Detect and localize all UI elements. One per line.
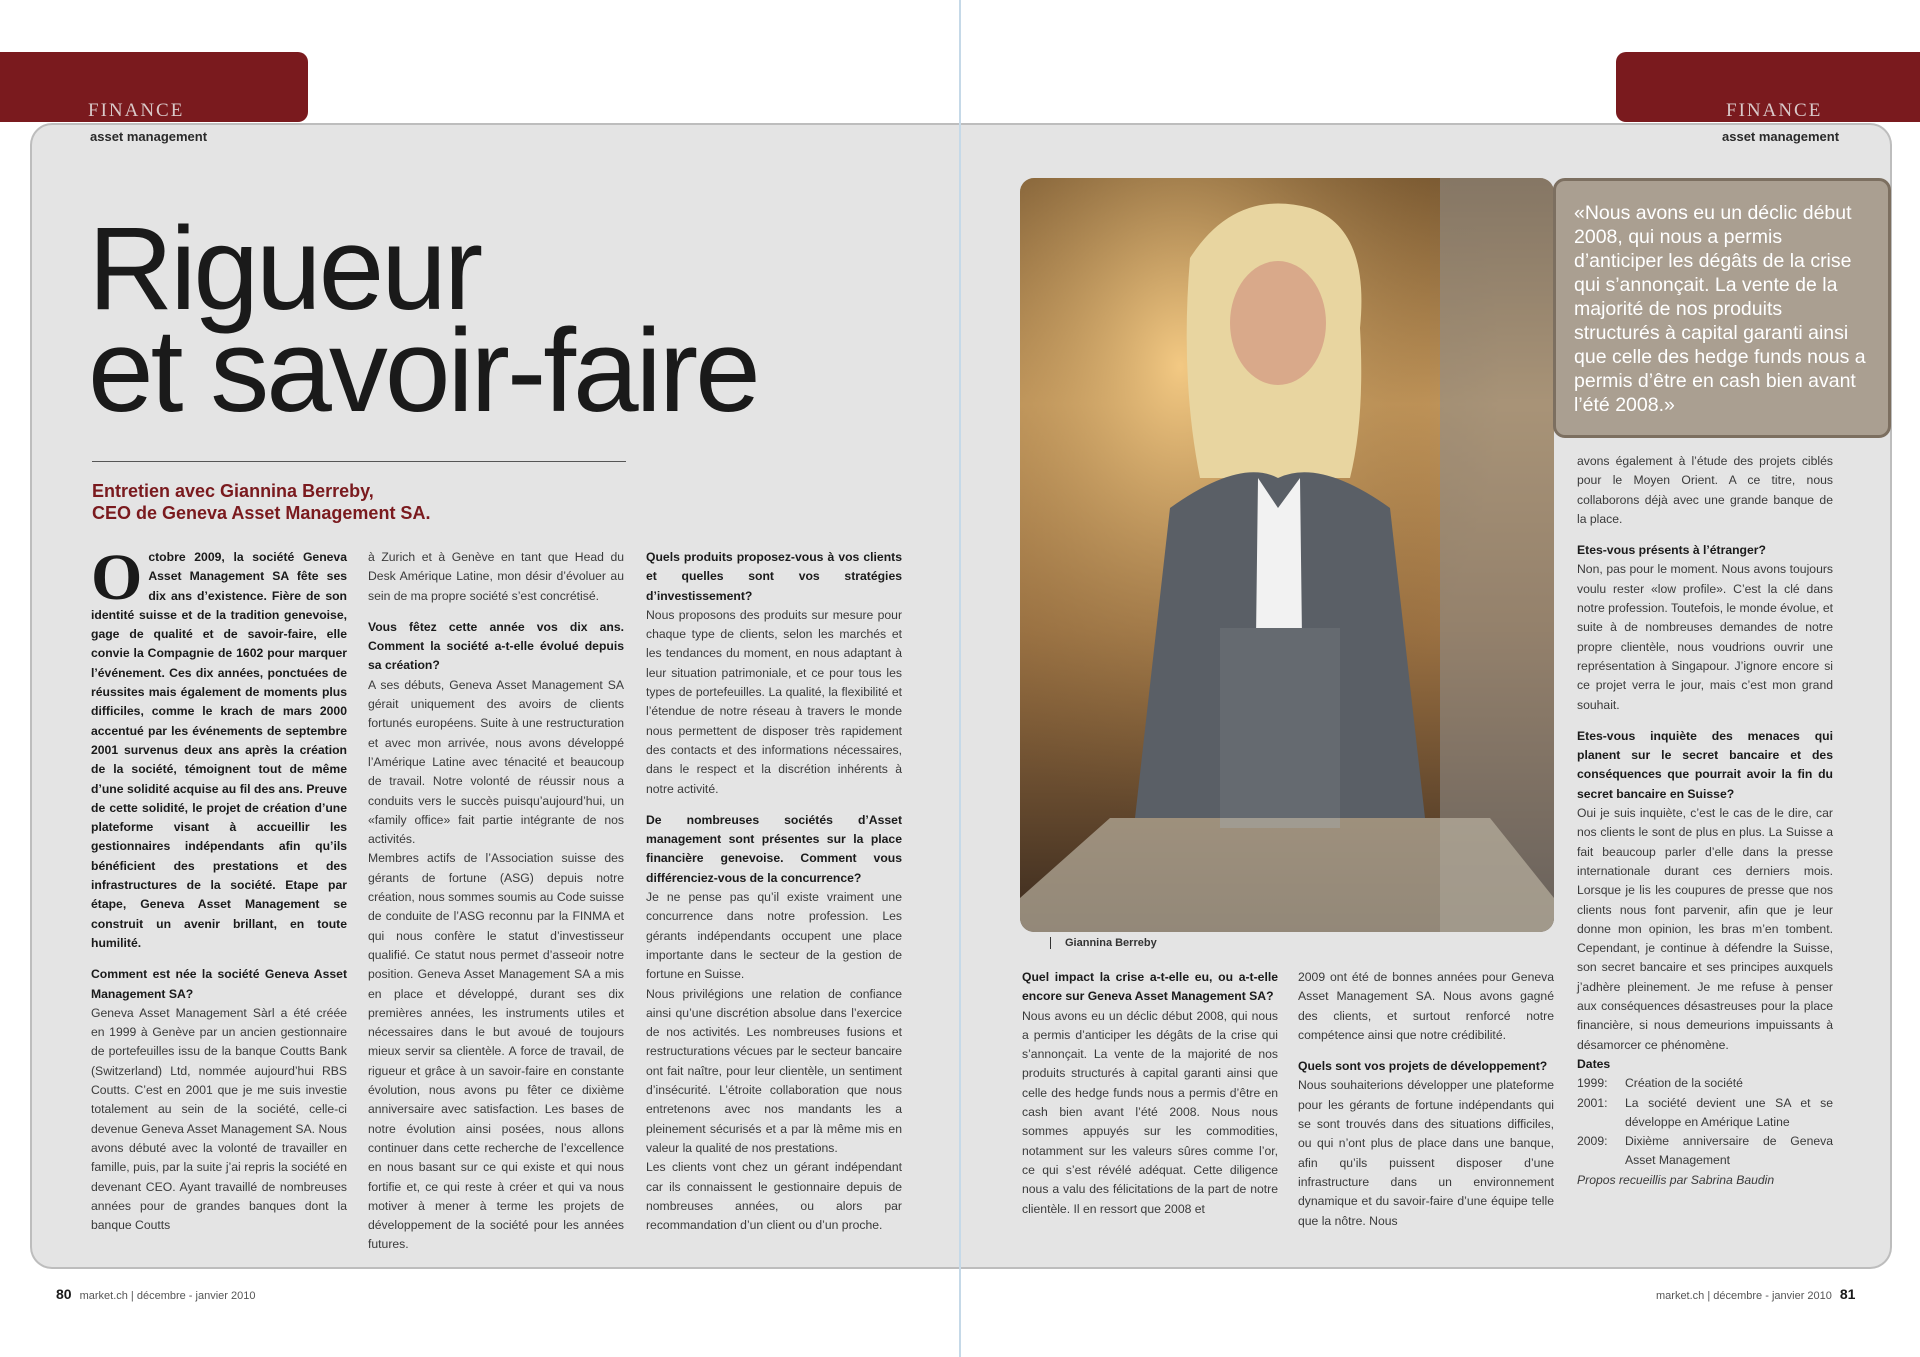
date-year: 2009: [1577,1134,1608,1149]
answer: Nous avons eu un déclic début 2008, qui nous a permis d’anticiper les dégâts de la crise qui s’annonçait. La vente de la majorité de nos produits structurés à capital garanti ainsi que celle des hedge funds nous a permis d’être en cash bien avant l’été 2008. Nous nous sommes appuyés sur les commodities, notamment sur les valeurs sûres comme l’or, ce qui s’est révélé adéquat. Cette diligence nous a valu des félicitations de la part de notre clientèle. Il en ressort que 2008 et [1022,1008,1278,1216]
answer: Nous proposons des produits sur mesure pour chaque type de clients, selon les marchés et les tendances du moment, en nous adaptant à leur situation patrimoniale, et ce pour tous les types de portefeuilles. La qualité, la flexibilité et l’étendue de notre réseau à travers le monde nous permettent de disposer très rapidement des contacts et des informations nécessaires, dans le respect et la discrétion inhérents à notre activité. [646,607,902,796]
answer: Nous privilégions une relation de confiance ainsi qu’une discrétion absolue dans l’exercice de nos activités. Les nombreuses fusions et restructurations vécues par le secteur bancaire ont fait naître, pour leur clientèle, un sentiment d’insécurité. L’étroite collaboration que nous entretenons avec nos mandants les a pleinement sécurisés et a par là même mis en valeur la qualité de nos prestations. [646,986,902,1155]
dates-list [1577,1074,1833,1170]
answer: Je ne pense pas qu’il existe vraiment une concurrence dans notre profession. Les gérants indépendants occupent une place importante dans le secteur de la gestion de fortune en Suisse. [646,890,902,982]
photo-caption: Giannina Berreby [1050,937,1157,949]
date-year: 1999: [1577,1076,1608,1091]
subsection-label-left: asset management [90,129,208,144]
intro-line-2: CEO de Geneva Asset Management SA. [92,503,431,523]
column-4 [1022,968,1278,1219]
footer-left [48,1286,255,1302]
footer-right [1656,1286,1863,1302]
subsection-label-right: asset management [1722,129,1840,144]
answer: Oui je suis inquiète, c’est le cas de le dire, car nos clients le sont de plus en plus. La Suisse a fait beaucoup parler d’elle dans la presse internationale durant ces derniers mois. Lorsque je lis les coupures de presse que nos clients nous font parvenir, afin que je leur donne mon opinion, les bras m’en tombent. Cependant, je continue à défendre la Suisse, son secret bancaire et ses principes auxquels j’adhère pleinement. Je me refuse à penser aux conséquences désastreuses pour la place financière, si nous demeurions impuissants à désamorcer ce phénomène. [1577,806,1833,1052]
answer: à Zurich et à Genève en tant que Head du Desk Amérique Latine, mon désir d’évoluer au sein de ma propre société s’est concrétisé. [368,550,624,603]
publication-right: market.ch | décembre - janvier 2010 [1656,1290,1832,1302]
drop-cap: O [91,541,143,614]
column-6 [1577,452,1833,1190]
column-2 [368,548,624,1255]
title-rule [92,461,626,462]
pull-quote: «Nous avons eu un déclic début 2008, qui nous a permis d’anticiper les dégâts de la crise qui s’annonçait. La vente de la majorité de nos produits structurés à capital garanti ainsi que celle des hedge funds nous a permis d’être en cash bien avant l’été 2008.» [1553,178,1891,438]
answer: Membres actifs de l’Association suisse des gérants de fortune (ASG) depuis notre création, nous sommes soumis au Code suisse de conduite de l’ASG reconnu par la FINMA et qui nous confère le statut d’investisseur qualifié. Ce statut nous permet d’asseoir notre position. Geneva Asset Management SA a mis en place et développé, durant ses dix premières années, les instruments utiles et nécessaires dans le but avoué de toujours mieux servir sa clientèle. A force de travail, de rigueur et grâce à un savoir-faire en constante évolution, nous avons pu fêter ce dixième anniversaire avec satisfaction. Les bases de notre évolution ainsi posées, nous allons continuer dans cette recherche de l’excellence en nous basant sur ce qui existe et qui nous fortifie et, ce qui reste à créer et qui va nous motiver à mener à terme les projets de développement de la société pour les années futures. [368,851,624,1252]
date-row [1577,1132,1833,1171]
date-text: Création de la société [1625,1076,1743,1091]
date-row [1577,1074,1833,1093]
section-label-right: FINANCE [1726,100,1823,121]
date-row [1577,1094,1833,1133]
page-number-left: 80 [56,1286,72,1302]
title-line-2: et savoir-faire [88,305,758,437]
interview-credit: Propos recueillis par Sabrina Baudin [1577,1172,1775,1187]
answer: A ses débuts, Geneva Asset Management SA gérait uniquement des avoirs de clients fortunés européens. Suite à une restructuration et avec mon arrivée, nous avons développé l’Amérique Latine avec ténacité et beaucoup de travail. Notre volonté de réussir nous a conduits vers le succès puisqu’aujourd’hui, un «family office» fait partie intégrante de nos activités. [368,677,624,847]
question: Etes-vous inquiète des menaces qui planent sur le secret bancaire et des conséquences que pourrait avoir la fin du secret bancaire en Suisse? [1577,728,1833,801]
answer: avons également à l’étude des projets ciblés pour le Moyen Orient. A ce titre, nous collaborons déjà avec une grande banque de la place. [1577,454,1833,526]
lead-paragraph [91,541,347,953]
column-1 [91,541,347,1235]
question: Vous fêtez cette année vos dix ans. Comment la société a-t-elle évolué depuis sa création? [368,619,624,673]
answer: Non, pas pour le moment. Nous avons toujours voulu rester «low profile». C’est la clé dans notre profession. Toutefois, le monde évolue, et suite à de nombreuses demandes de notre propre clientèle, nous voudrions ouvrir une représentation à Singapour. J’ignore encore si ce projet verra le jour, mais c’est mon grand souhait. [1577,562,1833,712]
answer: 2009 ont été de bonnes années pour Geneva Asset Management SA. Nous avons gagné des clients, et surtout renforcé notre compétence ainsi que notre crédibilité. [1298,970,1554,1042]
title-line-1: Rigueur [88,203,481,335]
date-text: Dixième anniversaire de Geneva Asset Management [1625,1134,1833,1168]
article-title [88,203,758,437]
question: Comment est née la société Geneva Asset Management SA? [91,967,347,1001]
answer: Les clients vont chez un gérant indépendant car ils connaissent le gestionnaire depuis de nombreuses années, ou alors par recommandation d’un client ou d’un proche. [646,1160,902,1233]
question: Quels produits proposez-vous à vos clients et quelles sont vos stratégies d’investissement? [646,550,902,603]
question: Quels sont vos projets de développement? [1298,1059,1548,1074]
section-label-left: FINANCE [88,100,185,121]
page-number-right: 81 [1839,1286,1856,1302]
intro-line-1: Entretien avec Giannina Berreby, [92,481,374,501]
column-5 [1298,968,1554,1231]
publication-left: market.ch | décembre - janvier 2010 [79,1290,256,1302]
dates-title: Dates [1577,1056,1611,1071]
interview-intro [92,480,652,524]
answer: Geneva Asset Management Sàrl a été créée en 1999 à Genève par un ancien gestionnaire de portefeuilles issu de la banque Coutts Bank (Switzerland) Ltd, nommée aujourd’hui RBS Coutts. C’est en 2001 que je me suis investie totalement au sein de la société, celle-ci devenue Geneva Asset Management SA. Nous avons débuté avec la volonté de travailler en famille, puis, par la suite j’ai repris la société en devenant CEO. Ayant travaillé de nombreuses années pour de grandes banques dont la banque Coutts [91,1005,347,1233]
portrait-photo [1020,178,1554,932]
portrait-illustration [1020,178,1554,932]
question: Quel impact la crise a-t-elle eu, ou a-t-elle encore sur Geneva Asset Management SA? [1022,970,1278,1004]
page-spine [959,0,961,1357]
answer: Nous souhaiterions développer une plateforme pour les gérants de fortune indépendants qui se sont trouvés dans des situations difficiles, ou qui n’ont plus de place dans une banque, afin qu’ils puissent disposer d’une infrastructure dans un environnement dynamique et du savoir-faire d’une équipe telle que la nôtre. Nous [1298,1078,1554,1228]
lead-text: ctobre 2009, la société Geneva Asset Management SA fête ses dix ans d’existence. Fière de son identité suisse et de la tradition genevoise, gage de qualité et de savoir-faire, elle convie la Compagnie de 1602 pour marquer l’événement. Ces dix années, ponctuées de réussites mais également de moments plus difficiles, comme le krach de mars 2000 accentué par les événements de septembre 2001 survenus deux ans après la création de la société, témoignent tout de même d’une solidité acquise au fil des ans. Preuve de cette solidité, le projet de création d’une plateforme visant à accueillir les gestionnaires indépendants afin qu’ils bénéficient des prestations et des infrastructures de la société. Etape par étape, Geneva Asset Management se construit un avenir brillant, en toute humilité. [91,550,347,950]
date-text: La société devient une SA et se développe en Amérique Latine [1625,1095,1833,1129]
question: De nombreuses sociétés d’Asset management sont présentes sur la place financière genevoise. Comment vous différenciez-vous de la concurrence? [646,812,902,885]
column-3 [646,548,902,1235]
question: Etes-vous présents à l’étranger? [1577,543,1766,558]
date-year: 2001: [1577,1095,1608,1110]
